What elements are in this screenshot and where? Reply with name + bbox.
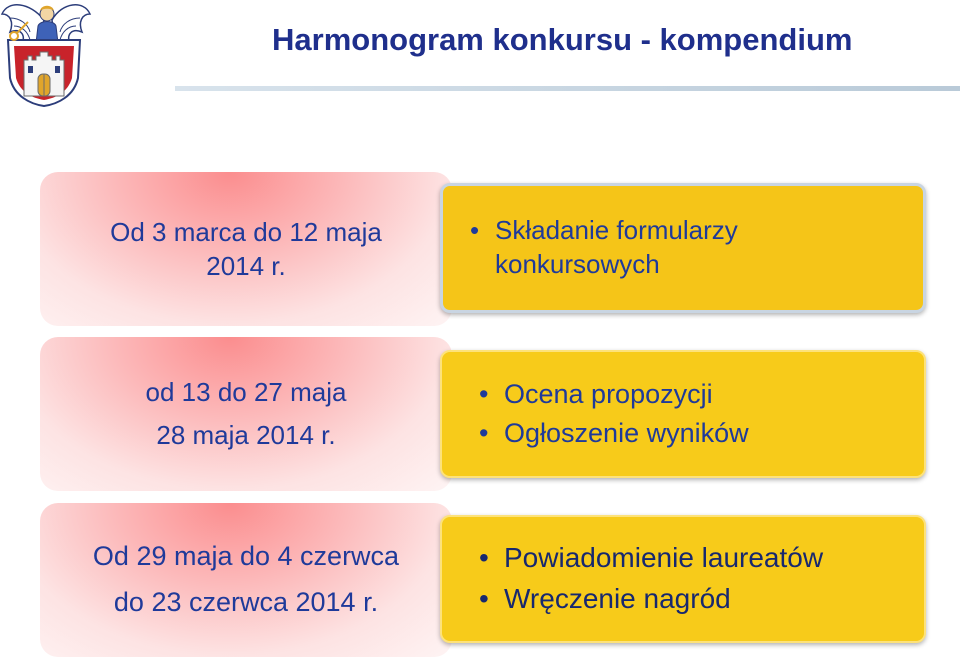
date-line: od 13 do 27 maja [145,377,347,408]
task-item: • Ogłoszenie wyników [474,414,924,453]
task-item: • Powiadomienie laureatów [474,538,924,579]
date-line: Od 29 maja do 4 czerwca [92,541,400,572]
slide-title: Harmonogram konkursu - kompendium [272,22,853,57]
title-underline [175,86,960,91]
coat-of-arms-logo [0,0,92,108]
task-list [443,214,923,248]
date-line: 2014 r. [206,251,286,281]
task-card-2 [440,350,926,478]
date-line: do 23 czerwca 2014 r. [113,587,379,617]
task-card-3 [440,515,926,643]
date-card-2 [40,337,452,491]
task-list [442,538,924,619]
date-card-1 [40,172,452,326]
task-item: • Składanie formularzy [465,214,923,248]
task-item: • Wręczenie nagród [474,579,924,620]
task-list [442,375,924,453]
date-card-3 [40,503,452,657]
task-item: • Ocena propozycji [474,375,924,414]
date-line: 28 maja 2014 r. [156,420,336,450]
task-item-continuation: konkursowych [495,249,660,279]
task-card-1 [440,183,926,313]
date-line: Od 3 marca do 12 maja [110,216,382,247]
